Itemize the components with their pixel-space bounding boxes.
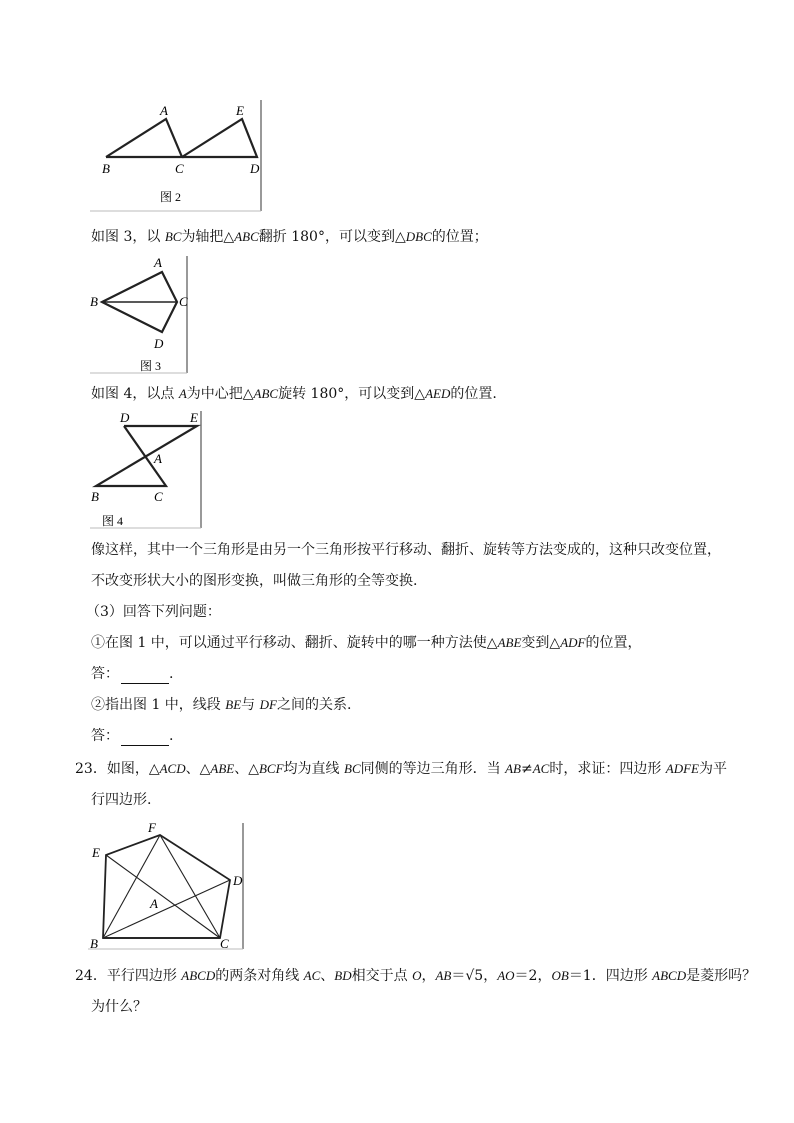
var: AED xyxy=(425,386,451,401)
text: 为中心把△ xyxy=(186,386,254,402)
label-b: B xyxy=(90,294,98,309)
text: 、△ xyxy=(185,761,211,777)
label-d: D xyxy=(233,873,243,888)
var: AB xyxy=(435,968,452,983)
var: ABCD xyxy=(181,968,216,983)
sqrt-five: √5 xyxy=(465,968,484,984)
var: OB xyxy=(551,968,569,983)
segment-bf xyxy=(103,835,160,938)
figure-caption: 图 3 xyxy=(140,359,162,373)
var: ACD xyxy=(159,761,186,776)
paragraph-fig4 xyxy=(91,384,497,404)
q23-line-2: 行四边形. xyxy=(91,792,152,808)
figure-q23 xyxy=(88,820,248,952)
label-d: D xyxy=(120,410,130,425)
text: ＝2， xyxy=(514,968,552,984)
var: BCF xyxy=(258,761,284,776)
var: ABE xyxy=(210,761,235,776)
text: 23．如图，△ xyxy=(75,761,160,777)
var: ADFE xyxy=(665,761,699,776)
var: ABE xyxy=(497,635,522,650)
text: 24．平行四边形 xyxy=(75,968,182,984)
text: 为平 xyxy=(699,761,727,777)
var: BC xyxy=(164,229,182,244)
label-e: E xyxy=(236,103,244,118)
text: 、△ xyxy=(234,761,259,777)
label-d: D xyxy=(250,161,260,176)
var: AO xyxy=(497,968,515,983)
label-b: B xyxy=(90,936,98,951)
text: ≠ xyxy=(520,761,533,777)
q23-line-1 xyxy=(75,759,727,779)
answer-blank[interactable] xyxy=(121,669,169,684)
period: . xyxy=(169,666,174,682)
label-c: C xyxy=(220,936,229,951)
text: 变到△ xyxy=(521,635,561,651)
var: BD xyxy=(334,968,352,983)
text: ②指出图 1 中，线段 xyxy=(91,697,226,713)
paragraph-fig3 xyxy=(91,227,488,247)
figure-2 xyxy=(90,98,265,213)
text: 时，求证：四边形 xyxy=(549,761,666,777)
segment-ec xyxy=(106,855,220,938)
label-a: A xyxy=(154,451,162,466)
var: BC xyxy=(344,761,361,776)
z-shape xyxy=(96,426,197,486)
var: ABC xyxy=(234,229,259,244)
var: ABC xyxy=(253,386,279,401)
answer-label: 答： xyxy=(91,728,119,744)
text: 的位置， xyxy=(585,635,642,651)
var: DF xyxy=(259,697,277,712)
triangle-ced xyxy=(182,119,257,157)
summary-line-1: 像这样，其中一个三角形是由另一个三角形按平行移动、翻折、旋转等方法变成的，这种只改变位置， xyxy=(91,542,721,558)
label-a: A xyxy=(150,896,158,911)
figure-3 xyxy=(90,254,190,376)
text: ＝ xyxy=(451,968,466,984)
q3-title: （3）回答下列问题： xyxy=(86,604,221,620)
figure-4 xyxy=(90,409,204,531)
text: 为轴把△ xyxy=(181,229,235,245)
label-c: C xyxy=(175,161,184,176)
label-f: F xyxy=(148,820,156,835)
text: ①在图 1 中，可以通过平行移动、翻折、旋转中的哪一种方法使△ xyxy=(91,635,498,651)
q24-line-2: 为什么？ xyxy=(91,999,147,1015)
text: 与 xyxy=(241,697,260,713)
text: ＝1．四边形 xyxy=(568,968,653,984)
figure-caption: 图 4 xyxy=(102,514,124,528)
q3-answer-1 xyxy=(91,664,173,684)
text: 均为直线 xyxy=(283,761,344,777)
segment-bd xyxy=(103,880,230,938)
text: 的位置. xyxy=(450,386,497,402)
period: . xyxy=(169,728,174,744)
label-d: D xyxy=(154,336,164,351)
var: AC xyxy=(303,968,321,983)
var: O xyxy=(412,968,422,983)
text: ， xyxy=(421,968,436,984)
answer-label: 答： xyxy=(91,666,119,682)
text: 之间的关系. xyxy=(276,697,352,713)
text: ， xyxy=(483,968,498,984)
label-b: B xyxy=(102,161,110,176)
label-e: E xyxy=(190,410,198,425)
var: BE xyxy=(225,697,242,712)
q24-line-1 xyxy=(75,966,756,986)
q3-answer-2 xyxy=(91,726,173,746)
var: ABCD xyxy=(652,968,687,983)
text: 旋转 180°，可以变到△ xyxy=(278,386,426,402)
text: 相交于点 xyxy=(351,968,413,984)
q3-item-1 xyxy=(91,633,641,653)
text: 翻折 180°，可以变到△ xyxy=(258,229,406,245)
text: 如图 3，以 xyxy=(91,229,165,245)
var: DBC xyxy=(405,229,432,244)
text: 如图 4，以点 xyxy=(91,386,179,402)
var: ADF xyxy=(560,635,586,650)
text: 是菱形吗？ xyxy=(686,968,757,984)
var: A xyxy=(178,386,187,401)
var: AB xyxy=(505,761,521,776)
answer-blank[interactable] xyxy=(121,731,169,746)
triangle-abc xyxy=(106,119,182,157)
q3-item-2 xyxy=(91,695,351,715)
summary-line-2: 不改变形状大小的图形变换，叫做三角形的全等变换. xyxy=(91,573,418,589)
var: AC xyxy=(532,761,550,776)
text: 同侧的等边三角形．当 xyxy=(360,761,506,777)
text: 的两条对角线 xyxy=(215,968,304,984)
label-c: C xyxy=(154,489,163,504)
label-a: A xyxy=(160,103,168,118)
segment-fc xyxy=(160,835,220,938)
label-a: A xyxy=(154,255,162,270)
figure-caption: 图 2 xyxy=(160,190,182,204)
label-b: B xyxy=(91,489,99,504)
label-c: C xyxy=(179,294,188,309)
label-e: E xyxy=(92,845,100,860)
text: 的位置； xyxy=(431,229,488,245)
text: 、 xyxy=(320,968,335,984)
